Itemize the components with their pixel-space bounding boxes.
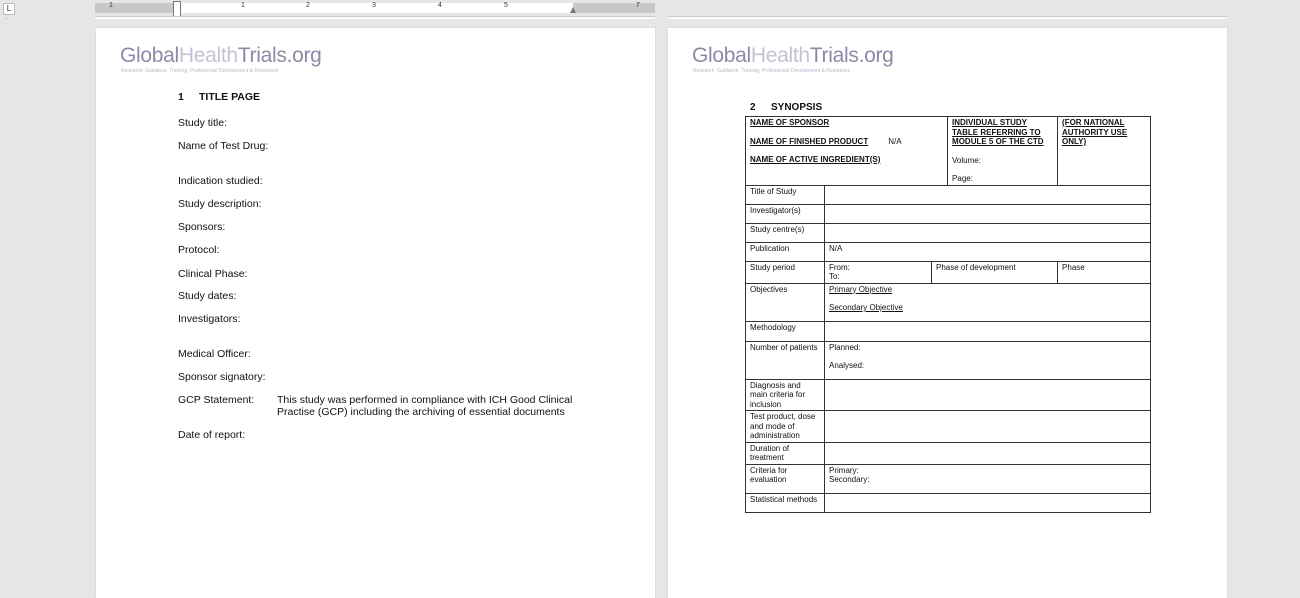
test-product-cell[interactable] [825,411,1151,443]
label-primary-objective: Primary Objective [829,284,893,294]
section-heading [178,91,260,103]
table-row [746,442,1151,464]
finished-product-value: N/A [888,136,902,146]
field-test-drug: Name of Test Drug: [178,140,269,152]
gcp-statement-text: This study was performed in compliance with ICH Good Clinical Practise (GCP) including the archiving of essential documents [277,394,573,418]
field-sponsors: Sponsors: [178,221,226,233]
heading-title: SYNOPSIS [771,102,823,113]
logo-part: Global [120,44,179,67]
row-label: Criteria for evaluation [746,464,825,493]
phase-cell[interactable]: Phase [1058,261,1151,283]
table-row [746,411,1151,443]
row-label: Objectives [746,283,825,321]
label-to: To: [829,272,840,281]
table-row [746,223,1151,242]
table-row [746,242,1151,261]
indent-marker-left[interactable] [173,1,181,17]
logo-part: Trials.org [237,44,322,67]
logo-part: Global [692,44,751,67]
table-row [746,493,1151,512]
label-from: From: [829,262,850,272]
label-authority: (FOR NATIONAL AUTHORITY USE ONLY) [1062,118,1128,146]
row-label: Statistical methods [746,493,825,512]
logo-part: Health [178,44,238,67]
field-gcp-statement: GCP Statement: [178,394,255,406]
row-label: Methodology [746,321,825,341]
document-page-2[interactable] [668,28,1227,598]
logo [692,44,894,68]
ruler-number: 4 [438,2,442,9]
label-sponsor: NAME OF SPONSOR [750,118,830,127]
study-period-cell[interactable] [825,261,932,283]
logo [120,44,322,68]
heading-number: 1 [178,91,184,103]
ruler-number: 1 [241,2,245,9]
ruler-left-margin [95,3,176,13]
logo-part: Health [750,44,810,67]
document-page-1[interactable] [96,28,655,598]
heading-title: TITLE PAGE [199,91,261,103]
field-study-dates: Study dates: [178,290,237,302]
label-volume: Volume: [952,155,981,165]
field-indication: Indication studied: [178,175,263,187]
field-medical-officer: Medical Officer: [178,348,251,360]
horizontal-ruler[interactable] [95,3,655,13]
synopsis-table [745,116,1151,513]
ruler-number: 5 [504,2,508,9]
field-clinical-phase: Clinical Phase: [178,268,248,280]
title-of-study-cell[interactable] [825,185,1151,204]
statistical-methods-cell[interactable] [825,493,1151,512]
patients-cell[interactable] [825,341,1151,379]
row-label: Study period [746,261,825,283]
methodology-cell[interactable] [825,321,1151,341]
table-row [746,261,1151,283]
field-study-title: Study title: [178,117,228,129]
table-row [746,341,1151,379]
label-study-table: INDIVIDUAL STUDY TABLE REFERRING TO MODULE 5 OF THE CTD [952,118,1044,146]
field-sponsor-signatory: Sponsor signatory: [178,371,266,383]
ruler-number: 2 [306,2,310,9]
row-label: Test product, dose and mode of administration [746,411,825,443]
tab-selector-button[interactable]: L [3,3,15,15]
table-row [746,283,1151,321]
section-heading [750,102,822,113]
investigators-cell[interactable] [825,204,1151,223]
authority-cell[interactable] [1058,117,1151,186]
label-finished-product: NAME OF FINISHED PRODUCT [750,136,869,146]
field-investigators: Investigators: [178,313,241,325]
label-analysed: Analysed: [829,361,865,370]
study-table-cell[interactable] [948,117,1058,186]
table-row [746,204,1151,223]
field-study-description: Study description: [178,198,262,210]
ruler-marker: ⋯ [5,16,10,22]
table-row [746,379,1151,411]
row-label: Investigator(s) [746,204,825,223]
criteria-cell[interactable] [825,464,1151,493]
table-row [746,464,1151,493]
table-row [746,185,1151,204]
field-date-of-report: Date of report: [178,429,246,441]
label-secondary-objective: Secondary Objective [829,303,903,312]
label-criteria-primary: Primary: [829,465,859,475]
label-criteria-secondary: Secondary: [829,475,870,484]
phase-of-development-cell[interactable]: Phase of development [932,261,1058,283]
row-label: Title of Study [746,185,825,204]
heading-number: 2 [750,102,756,113]
ruler-right-margin [573,3,655,13]
row-label: Publication [746,242,825,261]
indent-marker-right[interactable] [570,7,576,13]
label-active-ingredient: NAME OF ACTIVE INGREDIENT(S) [750,155,881,164]
ruler-guide [668,16,1227,19]
logo-tagline: Research, Guidance, Training, Professional Development & Resources [121,68,279,74]
row-label: Diagnosis and main criteria for inclusion [746,379,825,411]
diagnosis-cell[interactable] [825,379,1151,411]
duration-cell[interactable] [825,442,1151,464]
label-planned: Planned: [829,342,861,352]
label-page: Page: [952,174,973,183]
logo-part: Trials.org [809,44,894,67]
study-centres-cell[interactable] [825,223,1151,242]
objectives-cell[interactable] [825,283,1151,321]
row-label: Duration of treatment [746,442,825,464]
ruler-number: 1 [109,2,113,9]
row-label: Number of patients [746,341,825,379]
ruler-number: 7 [636,2,640,9]
ruler-number: 3 [372,2,376,9]
ruler-guide [95,16,655,19]
sponsor-cell[interactable] [746,117,948,186]
publication-cell[interactable]: N/A [825,242,1151,261]
row-label: Study centre(s) [746,223,825,242]
table-row [746,117,1151,186]
field-protocol: Protocol: [178,244,220,256]
table-row [746,321,1151,341]
logo-tagline: Research, Guidance, Training, Professional Development & Resources [693,68,851,74]
